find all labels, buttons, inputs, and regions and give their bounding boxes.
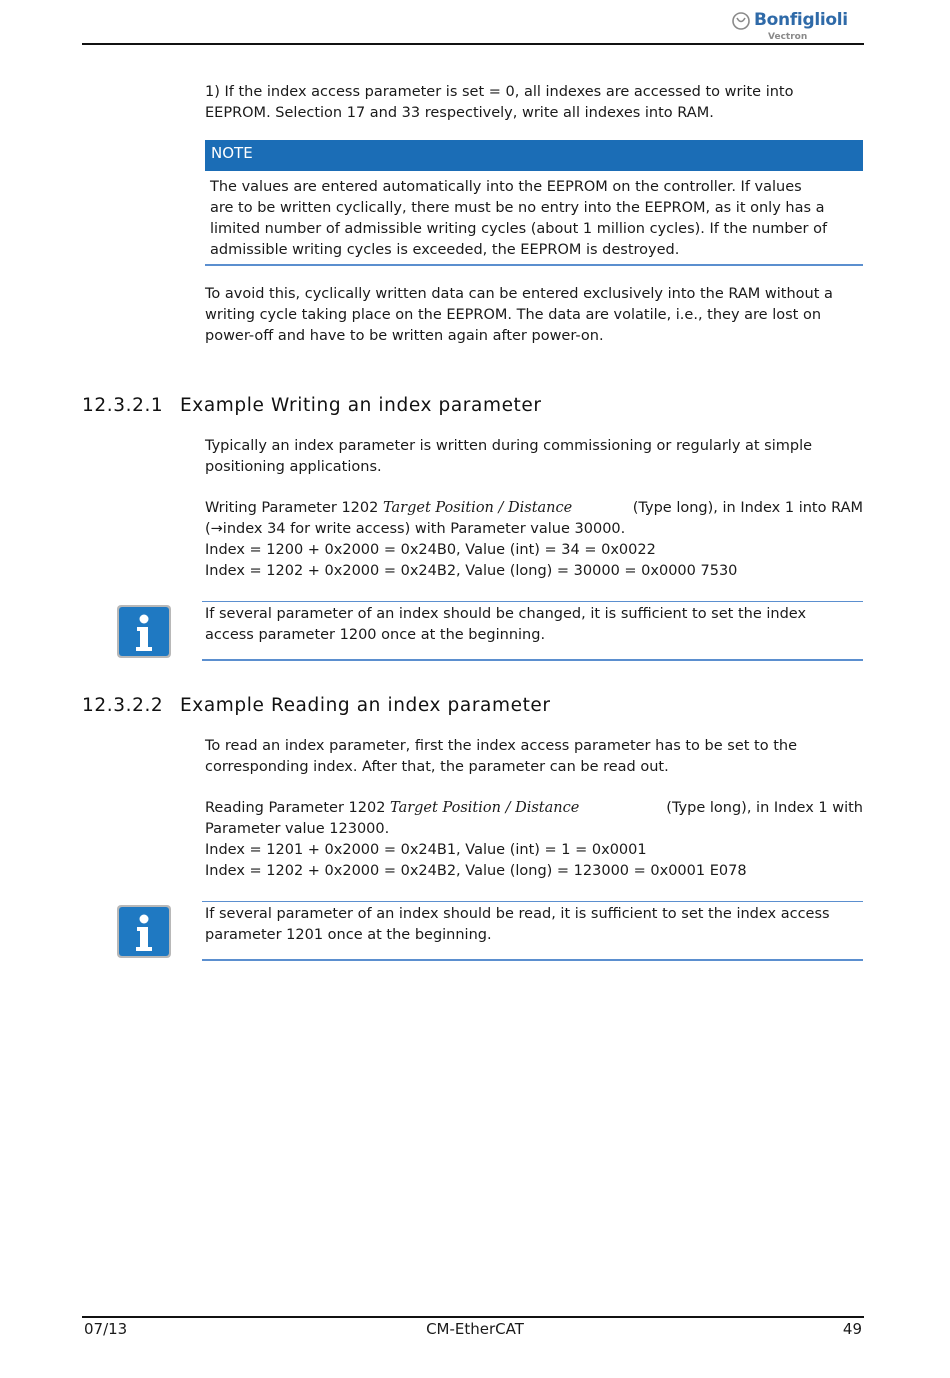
section-heading-writing [82, 395, 542, 416]
info-note-reading [205, 904, 863, 946]
section-number: 12.3.2.1 [82, 395, 164, 416]
note-divider [205, 264, 863, 266]
section-heading-reading [82, 695, 551, 716]
writing-example [205, 498, 863, 582]
info-note-writing [205, 604, 863, 646]
bonfiglioli-logo [732, 8, 862, 48]
logo-sub: Vectron [768, 32, 808, 42]
info-icon [116, 604, 172, 659]
logo-name: Bonfiglioli [754, 10, 848, 30]
text-line: parameter 1201 once at the beginning. [205, 927, 492, 943]
text-line: The values are entered automatically into the EEPROM on the controller. If values [210, 179, 802, 195]
section-number: 12.3.2.2 [82, 695, 164, 716]
info-top-rule [202, 601, 863, 602]
text-line: (→index 34 for write access) with Parameter value 30000. [205, 521, 626, 537]
note-body [210, 177, 856, 261]
text-line: Index = 1202 + 0x2000 = 0x24B2, Value (long) = 30000 = 0x0000 7530 [205, 563, 738, 579]
footer-product: CM-EtherCAT [426, 1320, 524, 1338]
read-paragraph [205, 736, 863, 778]
text-line: writing cycle taking place on the EEPROM. The data are volatile, i.e., they are lost on [205, 307, 822, 323]
reading-post: (Type long), in Index 1 with [666, 800, 863, 816]
text-line: limited number of admissible writing cycles (about 1 million cycles). If the number of [210, 221, 828, 237]
footer-date: 07/13 [84, 1320, 128, 1338]
reading-pre: Reading Parameter 1202 [205, 800, 391, 816]
text-line: Parameter value 123000. [205, 821, 390, 837]
intro-paragraph [205, 82, 863, 124]
section-title: Example Writing an index parameter [180, 395, 542, 416]
logo-mark-icon [732, 12, 750, 30]
text-line: Index = 1201 + 0x2000 = 0x24B1, Value (int) = 1 = 0x0001 [205, 842, 647, 858]
info-bottom-rule [202, 659, 863, 661]
writing-pre: Writing Parameter 1202 [205, 500, 383, 516]
text-line: To read an index parameter, first the index access parameter has to be set to the [205, 738, 797, 754]
footer-rule [82, 1316, 864, 1318]
text-line: Index = 1200 + 0x2000 = 0x24B0, Value (int) = 34 = 0x0022 [205, 542, 656, 558]
text-line: positioning applications. [205, 459, 382, 475]
writing-post: (Type long), in Index 1 into RAM [632, 500, 863, 516]
header-rule [82, 43, 864, 45]
info-icon [116, 904, 172, 959]
reading-example [205, 798, 863, 882]
reading-param-name: Target Position / Distance [390, 800, 580, 816]
text-line: admissible writing cycles is exceeded, the EEPROM is destroyed. [210, 242, 680, 258]
typical-paragraph [205, 436, 863, 478]
text-line: Index = 1202 + 0x2000 = 0x24B2, Value (long) = 123000 = 0x0001 E078 [205, 863, 747, 879]
text-line: power-off and have to be written again after power-on. [205, 328, 604, 344]
note-title: NOTE [211, 144, 253, 162]
text-line: access parameter 1200 once at the beginning. [205, 627, 546, 643]
note-header [205, 140, 863, 171]
text-line [205, 798, 863, 819]
text-line [205, 498, 863, 519]
text-line: Typically an index parameter is written during commissioning or regularly at simple [205, 438, 813, 454]
info-top-rule [202, 901, 863, 902]
writing-param-name: Target Position / Distance [382, 500, 573, 516]
avoid-paragraph [205, 284, 863, 347]
text-line: If several parameter of an index should be read, it is sufficient to set the index access [205, 906, 830, 922]
text-line: If several parameter of an index should be changed, it is sufficient to set the index [205, 606, 807, 622]
text-line: To avoid this, cyclically written data can be entered exclusively into the RAM without a [205, 286, 833, 302]
text-line: corresponding index. After that, the parameter can be read out. [205, 759, 669, 775]
section-title: Example Reading an index parameter [180, 695, 551, 716]
info-bottom-rule [202, 959, 863, 961]
footer-page-number: 49 [842, 1320, 862, 1338]
text-line: are to be written cyclically, there must be no entry into the EEPROM, as it only has a [210, 200, 825, 216]
text-line: EEPROM. Selection 17 and 33 respectively, write all indexes into RAM. [205, 105, 714, 121]
text-line: 1) If the index access parameter is set = 0, all indexes are accessed to write into [205, 84, 794, 100]
